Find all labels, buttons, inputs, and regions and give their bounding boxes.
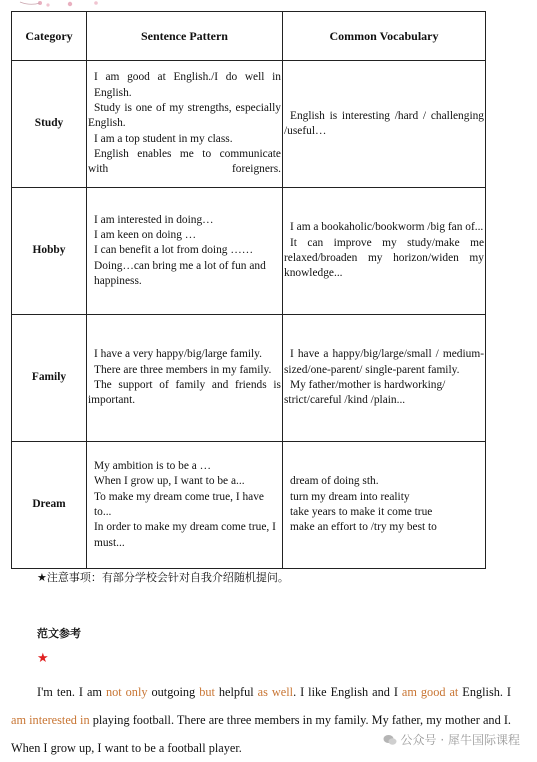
- essay-segment: . I like English and I: [293, 685, 402, 699]
- pattern-line: The support of family and friends is important.: [88, 379, 281, 407]
- common-vocabulary-cell: [283, 442, 486, 569]
- pattern-line: To make my dream come true, I have to...: [94, 490, 264, 518]
- star-icon: ★: [37, 651, 49, 666]
- table-row: [12, 188, 486, 315]
- vocab-line: English is interesting /hard / challenging /useful…: [284, 109, 484, 137]
- watermark: [383, 731, 520, 748]
- header-category: Category: [12, 12, 87, 61]
- vocab-line: My father/mother is hardworking/ strict/careful /kind /plain...: [284, 379, 446, 407]
- decorative-blossom-icon: [0, 0, 110, 10]
- pattern-line: I have a very happy/big/large family.: [94, 348, 262, 361]
- common-vocabulary-cell: [283, 315, 486, 442]
- vocab-line: turn my dream into reality: [290, 490, 410, 503]
- common-vocabulary-cell: [283, 188, 486, 315]
- vocab-line: take years to make it come true: [290, 506, 433, 518]
- pattern-line: I am interested in doing…: [94, 213, 214, 226]
- table-row: [12, 315, 486, 442]
- vocab-line: It can improve my study/make me relaxed/broaden my horizon/widen my knowledge...: [284, 236, 484, 280]
- category-cell: Hobby: [12, 188, 87, 315]
- sentence-pattern-cell: [87, 315, 283, 442]
- pattern-line: Doing…can bring me a lot of fun and happiness.: [94, 259, 266, 287]
- vocab-line: make an effort to /try my best to: [290, 521, 437, 534]
- sentence-pattern-cell: [87, 61, 283, 188]
- vocab-line: I have a happy/big/large/small / medium-sized/one-parent/ single-parent family.: [284, 348, 484, 376]
- header-sentence-pattern: Sentence Pattern: [87, 12, 283, 61]
- pattern-line: In order to make my dream come true, I must...: [94, 521, 276, 549]
- pattern-line: Study is one of my strengths, especially English.: [88, 102, 281, 130]
- sentence-pattern-cell: [87, 442, 283, 569]
- essay-highlight: but: [199, 685, 215, 699]
- essay-highlight: am good at: [401, 685, 459, 699]
- header-common-vocabulary: Common Vocabulary: [283, 12, 486, 61]
- sentence-pattern-cell: [87, 188, 283, 315]
- category-cell: Family: [12, 315, 87, 442]
- pattern-line: My ambition is to be a …: [94, 460, 212, 473]
- pattern-line: I am a top student in my class.: [94, 132, 233, 145]
- vocab-line: dream of doing sth.: [290, 475, 379, 488]
- common-vocabulary-cell: [283, 61, 486, 188]
- watermark-text: 公众号 · 犀牛国际课程: [400, 733, 520, 747]
- essay-segment: playing football. There are three members in my family. My father, my mother and I. When I grow up, I want to be a football player.: [11, 713, 511, 755]
- essay-segment: English. I: [458, 685, 512, 699]
- vocabulary-table: [11, 11, 486, 569]
- category-cell: Dream: [12, 442, 87, 569]
- note-text: ★注意事项：有部分学校会针对自我介绍随机提问。: [37, 571, 289, 584]
- pattern-line: English enables me to communicate with foreigners.: [88, 147, 281, 176]
- essay-highlight: not only: [105, 685, 148, 699]
- pattern-line: I am good at English./I do well in English.: [94, 71, 281, 99]
- pattern-line: When I grow up, I want to be a...: [94, 475, 245, 488]
- essay-segment: I'm ten. I am: [37, 685, 106, 699]
- essay-segment: helpful: [214, 685, 258, 699]
- reference-essay-title: 范文参考: [37, 627, 81, 640]
- table-header-row: [12, 12, 486, 61]
- essay-highlight: as well: [257, 685, 294, 699]
- table-row: [12, 61, 486, 188]
- vocab-line: I am a bookaholic/bookworm /big fan of...: [290, 221, 484, 234]
- sample-essay: [11, 678, 511, 762]
- pattern-line: There are three members in my family.: [94, 363, 272, 376]
- pattern-line: I can benefit a lot from doing ……: [94, 244, 254, 257]
- pattern-line: I am keen on doing …: [94, 229, 197, 242]
- category-cell: Study: [12, 61, 87, 188]
- table-row: [12, 442, 486, 569]
- essay-segment: outgoing: [147, 685, 200, 699]
- essay-highlight: am interested in: [11, 713, 90, 727]
- wechat-icon: [383, 734, 397, 746]
